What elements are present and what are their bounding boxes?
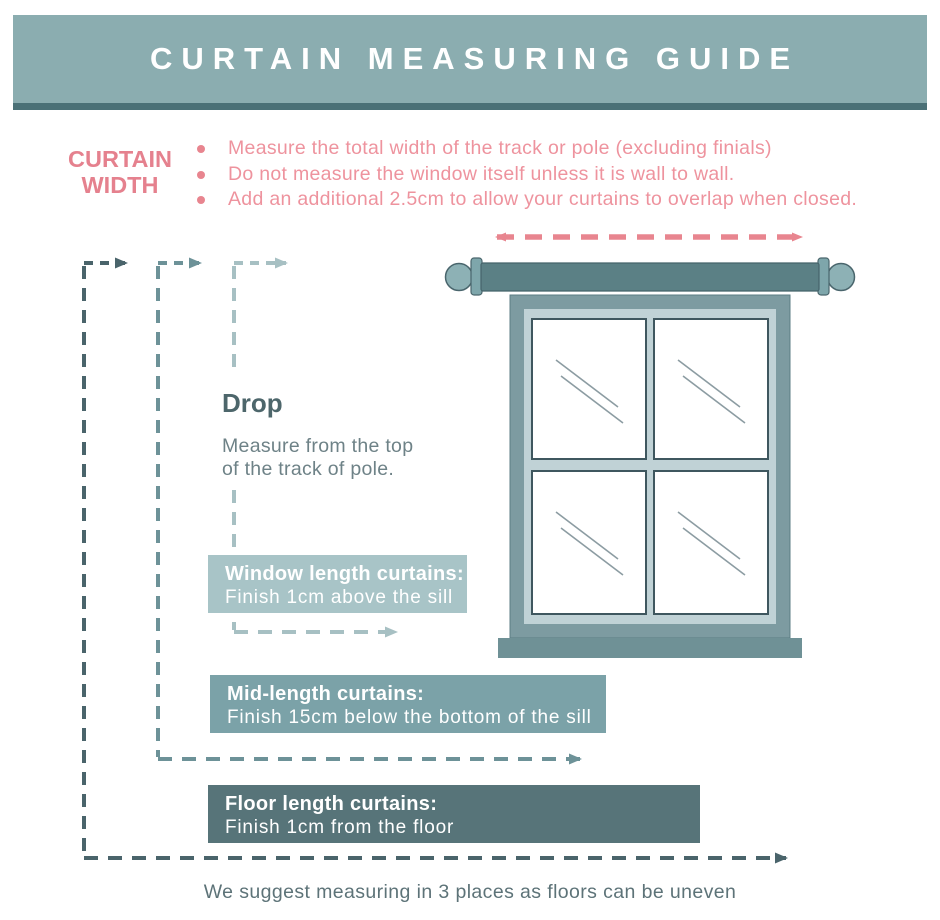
pole-finial-right xyxy=(828,264,855,291)
window-length-box xyxy=(208,555,467,613)
window-pane-bottom-left xyxy=(532,471,646,614)
page-title: CURTAIN MEASURING GUIDE xyxy=(149,41,800,76)
header-banner xyxy=(13,15,927,103)
pole-finial-left xyxy=(446,264,473,291)
drop-title: Drop xyxy=(222,388,283,418)
floor-length-title: Floor length curtains: xyxy=(225,793,438,815)
curtain-width-label-line1: CURTAIN xyxy=(68,146,172,172)
width-instruction-item xyxy=(195,187,915,213)
width-instruction-text: Add an additional 2.5cm to allow your curtains to overlap when closed. xyxy=(228,188,858,210)
width-instruction-text: Do not measure the window itself unless it is wall to wall. xyxy=(228,162,735,185)
footer-note: We suggest measuring in 3 places as floors can be uneven xyxy=(203,881,737,903)
floor-length-detail: Finish 1cm from the floor xyxy=(225,817,455,838)
window-pane-bottom-right xyxy=(654,471,768,614)
mid-length-detail: Finish 15cm below the bottom of the sill xyxy=(227,707,592,728)
bullet-dot-icon xyxy=(197,196,205,204)
window-pane-top-left xyxy=(532,319,646,459)
curtain-width-label xyxy=(40,146,200,198)
width-instruction-item xyxy=(195,162,915,188)
drop-description-line2: of the track of pole. xyxy=(222,458,395,480)
drop-description-line1: Measure from the top xyxy=(222,435,414,457)
floor-length-box xyxy=(208,785,700,843)
mid-length-box xyxy=(210,675,606,733)
banner-underline xyxy=(13,103,927,110)
bullet-dot-icon xyxy=(197,171,205,179)
width-instruction-item xyxy=(195,136,915,162)
window-pane-top-right xyxy=(654,319,768,459)
curtain-width-label-line2: WIDTH xyxy=(81,172,159,198)
bullet-dot-icon xyxy=(197,145,205,153)
window-length-detail: Finish 1cm above the sill xyxy=(225,587,454,608)
window-length-title: Window length curtains: xyxy=(225,563,464,585)
mid-length-title: Mid-length curtains: xyxy=(227,683,425,705)
curtain-pole xyxy=(446,258,855,295)
drop-section xyxy=(222,388,432,481)
width-instruction-text: Measure the total width of the track or pole (excluding finials) xyxy=(228,137,772,159)
curtain-width-instructions xyxy=(195,136,915,213)
window-illustration xyxy=(498,295,802,658)
window-sill xyxy=(498,638,802,658)
